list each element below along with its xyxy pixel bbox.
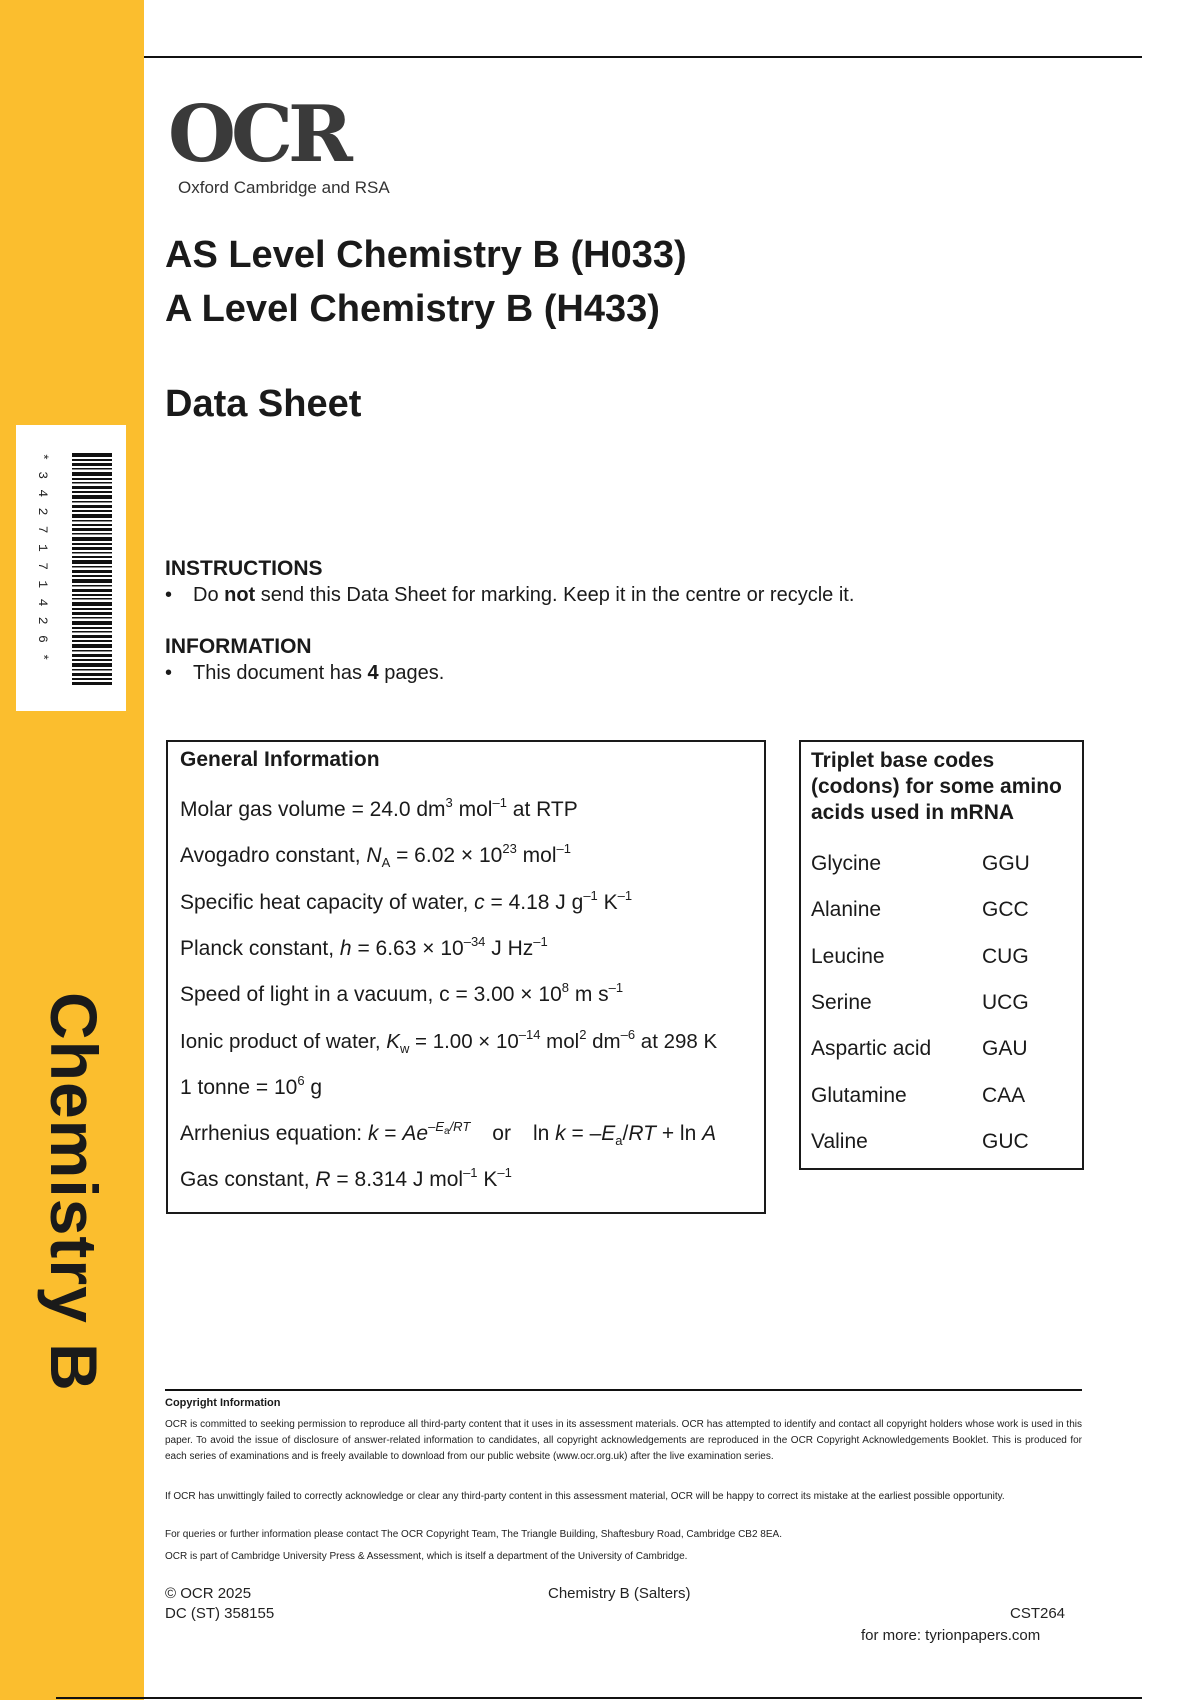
instructions-item: • Do not send this Data Sheet for marking. Keep it in the centre or recycle it. [165, 584, 855, 606]
general-information-title: General Information [180, 748, 380, 771]
information-item: • This document has 4 pages. [165, 662, 445, 684]
top-divider [144, 56, 1142, 58]
codon-row: Valine GUC [811, 1130, 1029, 1153]
molar-gas-volume: Molar gas volume = 24.0 $dm^3$ mol$^{-1}$ at RTP [180, 795, 578, 821]
copyright-divider [165, 1389, 1082, 1391]
codon-row: Serine UCG [811, 991, 1029, 1014]
copyright-paragraph: OCR is part of Cambridge University Press & Assessment, which is itself a department of the University of Cambridge. [165, 1551, 688, 1562]
general-information-box [166, 740, 766, 1214]
bullet: • [165, 584, 173, 606]
copyright-paragraph: If OCR has unwittingly failed to correctly acknowledge or clear any third-party content in this assessment material, OCR will be happy to correct its mistake at the earliest possible opportunity. [165, 1491, 1005, 1502]
footer-subject: Chemistry B (Salters) [548, 1585, 691, 1602]
logo-subtitle: Oxford Cambridge and RSA [178, 178, 390, 197]
copyright-paragraph: For queries or further information please contact The OCR Copyright Team, The Triangle Building, Shaftesbury Road, Cambridge CB2 8EA. [165, 1529, 782, 1540]
bullet: • [165, 662, 173, 684]
footer-more-link[interactable]: for more: tyrionpapers.com [861, 1627, 1041, 1644]
codon-row: Glutamine CAA [811, 1084, 1026, 1107]
barcode [16, 425, 126, 711]
bottom-edge-rule [56, 1697, 1142, 1699]
copyright-paragraph: OCR is committed to seeking permission to reproduce all third-party content that it uses in its assessment materials. OCR has attempted to identify and contact all copyright holders whose work is used in this paper. To avoid the issue of disclosure of answer-related information to candidates, all copyright acknowledgements are reproduced in the OCR Copyright Acknowledgements Booklet. This is produced for each series of examinations and is freely available to download from our public website (www.ocr.org.uk) after the live examination series. [165, 1419, 1082, 1462]
gas-constant: Gas constant, R = 8.314 J mol$^{-1}$ $K^{-1}$ [180, 1165, 512, 1191]
footer-dc-code: DC (ST) 358155 [165, 1605, 275, 1622]
ionic-product-of-water: Ionic product of water, $K_w = 1.00 \times 10^{-14}$ mol$^2$ $dm^{-6}$ at 298 K [180, 1027, 718, 1056]
title-a-level: A Level Chemistry B (H433) [165, 288, 660, 330]
codons-title: Triplet base codes (codons) for some amino acids used in mRNA [811, 749, 1062, 824]
title-as-level: AS Level Chemistry B (H033) [165, 234, 687, 276]
codons-box [799, 740, 1084, 1170]
avogadro-constant: Avogadro constant, $N_A = 6.02 \times 10^{23}$ mol$^{-1}$ [180, 841, 571, 870]
sidebar-stripe [0, 0, 144, 1700]
tonne-conversion: 1 tonne = $10^6$ g [180, 1073, 323, 1099]
arrhenius-equation: Arrhenius equation: $k = Ae^{-E_a/RT}$ or $\ln k = -E_a/RT + \ln A$ [180, 1119, 717, 1148]
footer-cst-code: CST264 [1010, 1605, 1066, 1622]
codon-row: Aspartic acid GAU [811, 1037, 1028, 1060]
barcode-bars [72, 453, 112, 685]
barcode-digits [32, 453, 62, 685]
planck-constant: Planck constant, $h = 6.63 \times 10^{-34}$ J $Hz^{-1}$ [180, 934, 548, 960]
footer-copyright: © OCR 2025 [165, 1585, 252, 1602]
copyright-heading: Copyright Information [165, 1397, 281, 1409]
spine-subject-label: Chemistry B [37, 992, 111, 1392]
logo-mark: OCR [168, 89, 348, 180]
ocr-logo [168, 89, 390, 198]
codon-row: Glycine GGU [811, 852, 1030, 875]
instructions-heading: INSTRUCTIONS [165, 557, 323, 580]
barcode-number: *3427171426* [35, 453, 50, 672]
codon-row: Leucine CUG [811, 945, 1029, 968]
codon-row: Alanine GCC [811, 898, 1029, 921]
specific-heat-capacity: Specific heat capacity of water, c = 4.18 J $g^{-1}$ $K^{-1}$ [180, 888, 633, 914]
information-heading: INFORMATION [165, 635, 312, 658]
speed-of-light: Speed of light in a vacuum, $c = 3.00 \times 10^8$ m $s^{-1}$ [180, 980, 624, 1006]
title-data-sheet: Data Sheet [165, 383, 362, 425]
